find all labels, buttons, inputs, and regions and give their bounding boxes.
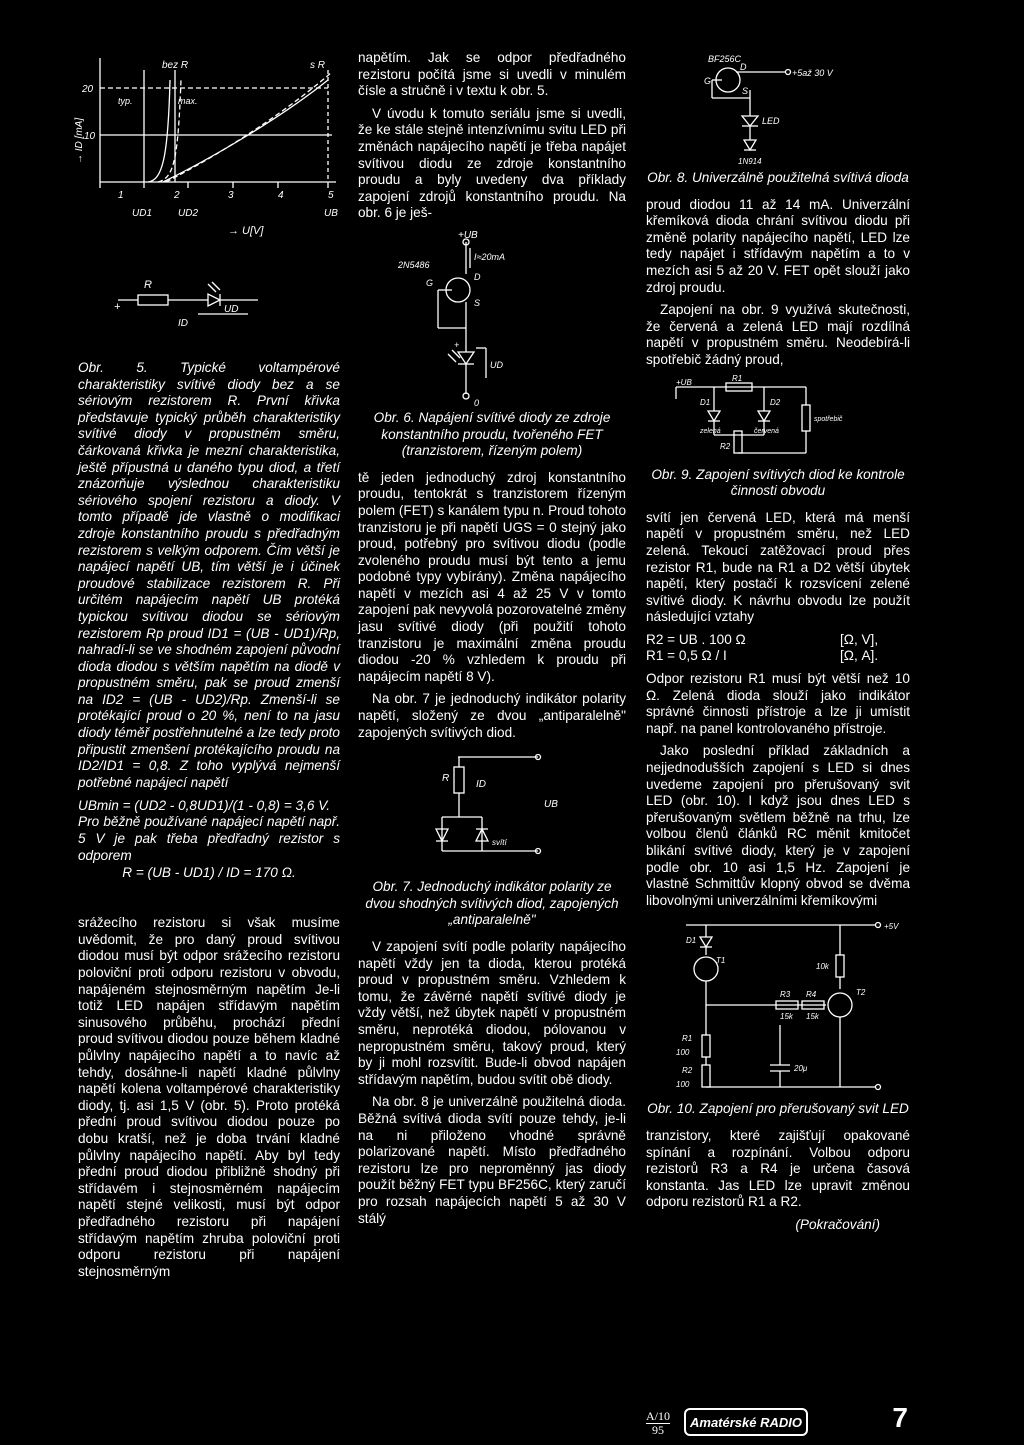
column-1: [74, 50, 340, 1286]
figure-5-caption: Obr. 5. Typické voltampérové charakteristiky svítivé diody bez a se sériovým rezistorem R. První křivka představuje typický průběh charakteristiky svítivé diody v propustném směru, čárkovaná křivka je mezní charakteristika, ještě přípustná u daného typu diod, a třetí znázorňuje výslednou charakteristiku sériového spojení rezistoru a diody. V tomto případě jde vlastně o modifikaci zdroje konstantního proudu s předřadným rezistorem s velkým odporem. Čím větší je napájecí napětí UB, tím větší je i účinek proudové stabilizace rezistorem R. Při určitém napájecím napětí UB protéká typickou svítivou diodou se sériovým rezistorem Rp proud ID1 = (UB - UD1)/Rp, nahradí-li se ve shodném zapojení původní dioda diodou s větším napětím na diodě v propustném směru, pak se proud zmenší na ID2 = (UB - UD2)/Rp. Zmenší-li se protékající proud o 20 %, není to na jasu diody téměř postřehnutelné a lze tedy proto připustit zmenšení protékajícího proudu na ID2/ID1 = 0,8. Z toho vyplývá nejmenší potřebné napájecí napětí: [78, 360, 340, 790]
formula-r: R = (UB - UD1) / ID = 170 Ω.: [122, 865, 296, 881]
figure-6-caption: Obr. 6. Napájení svítivé diody ze zdroje konstantního proudu, tvořeného FET (tranzistorem, řízeným polem): [373, 409, 611, 459]
label-ud2: UD2: [178, 208, 199, 219]
fig10-100-b: 100: [676, 1080, 690, 1090]
fig8-g: G: [704, 76, 712, 86]
column-3: [646, 50, 910, 1234]
fig9-r1: R1: [732, 373, 743, 383]
fig10-capacitor: 20μ: [794, 1064, 808, 1074]
label-ub: UB: [324, 208, 338, 219]
figure-9-caption: Obr. 9. Zapojení svítivých diod ke kontrole činnosti obvodu: [651, 466, 905, 499]
fig8-voltage: +5až 30 V: [792, 68, 833, 78]
fig10-r2: R2: [682, 1066, 693, 1076]
label-bez-r: bez R: [162, 60, 189, 71]
label-typ: typ.: [118, 96, 133, 106]
col1-paragraph: srážecího rezistoru si však musíme uvědomit, že pro daný proud svítivou diodou musí být odpor srážecího rezistoru poloviční proti odporu rezistoru v obvodu, napájeném stejnosměrným napětím Je-li totiž LED napájen střídavým napětím sinusového průběhu, prochází přední proud svítivou diodou pouze během kladné půlvlny napájecího napětí a to navíc až tehdy, dosáhne-li napětí kladné půlvlny napětí kolena voltampérové charakteristiky diody, tj. asi 1,5 V (obr. 5). Proto protéká přední proud svítivou diodou pouze po dobu kratší, než je doba trvání kladné půlvlny napájecího napětí. Aby byl tedy přední proud diodou přibližně shodný při střídavém i stejnosměrném napájecím napětí stejné velikosti, musí být odpor předřadného rezistoru při napájení střídavým napětím zhruba poloviční proti odporu rezistoru při napájení stejnosměrným: [78, 915, 340, 1279]
fig9-d2: D2: [770, 397, 781, 407]
equation-r1-units: [Ω, A].: [840, 648, 879, 664]
fig10-d1: D1: [686, 936, 697, 946]
fig9-r2: R2: [720, 441, 731, 451]
axis-label-x: → U[V]: [228, 225, 264, 237]
equation-r1-expr: R1 = 0,5 Ω / I: [646, 648, 727, 664]
col3-p3: svítí jen červená LED, která má menší napětí v propustném směru, než LED zelená. Tekoucí zatěžovací proud přes rezistor R1, bude na R1 a D2 větší úbytek napětí, který postačí k rozsvícení zelené svítivé diody. K návrhu obvodu lze použít následující vztahy: [646, 509, 910, 625]
col2-p1: napětím. Jak se odpor předřadného rezistoru počítá jsme si uvedli v minulém čísle a stručně i v textu k obr. 5.: [358, 50, 626, 99]
figure-7-circuit: [358, 747, 626, 879]
col2-p2: V úvodu k tomuto seriálu jsme si uvedli, že ke stále stejně intenzívnímu svitu LED při změnách napájecího napětí je třeba napájet svítivou diodu ze zdroje konstantního proudu a byly uvedeny dva příklady zapojení zdrojů konstantního proudu. Na obr. 6 je ješ-: [358, 105, 626, 221]
figure-10-circuit: [646, 915, 910, 1101]
label-s-r: s R: [310, 60, 325, 71]
fig6-s: S: [474, 297, 481, 308]
equation-r1: [646, 648, 910, 665]
col3-p5: Jako poslední příklad základních a nejjednodušších zapojení s LED si dnes uvedeme zapojení pro přerušovaný svit LED (obr. 10). I když jsou dnes LED s přerušovaným světlem běžně na trhu, lze volbou členů článků RC měnit kmitočet blikání svítivé diody, který je v zapojení podle obr. 10 asi 1,5 Hz. Zapojení je vlastně Schmittův klopný obvod se dvěma libovolnými univerzálními křemíkovými: [646, 743, 910, 908]
fig6-zero: 0: [474, 397, 480, 408]
fig10-10k: 10k: [816, 962, 829, 972]
page-footer: [646, 1402, 916, 1438]
label-r: R: [144, 279, 152, 291]
label-id: ID: [178, 318, 188, 329]
label-plus: +: [114, 301, 121, 313]
col3-p2: Zapojení na obr. 9 využívá skutečnosti, že červená a zelená LED mají rozdílná napětí v propustném směru. Neodebírá-li spotřebič žádný proud,: [646, 302, 910, 367]
tick-x-4: 4: [278, 190, 284, 201]
fig10-voltage: +5V: [884, 922, 899, 932]
fig7-id: ID: [476, 779, 486, 791]
col2-p6: Na obr. 8 je univerzálně použitelná dioda. Běžná svítivá dioda svítí pouze tehdy, je-li na ni přiloženo vhodné správně polarizované napětí. Místo předřadného rezistoru lze pro neproměnný jas diody použít běžný FET typu BF256C, který zaručí pro rozsah napájecích napětí 5 až 30 V stálý: [358, 1094, 626, 1226]
figure-6-circuit: [358, 228, 626, 410]
tick-x-1: 1: [118, 190, 124, 201]
fig10-t2: T2: [856, 988, 866, 998]
col2-p5: V zapojení svítí podle polarity napájecího napětí vždy jen ta dioda, kterou protéká proud v propustném směru. Vzhledem k tomu, že závěrné napětí svítivé diody je vždy větší, než úbytek napětí v propustném směru, neprotéká diodou, pólovanou v nepropustném směru, takový proud, který by ji mohl rozsvítit. Bude-li obvod napájen střídavým napětím, budou svítit obě diody.: [358, 939, 626, 1087]
fig10-r1: R1: [682, 1034, 693, 1044]
figure-8-circuit: [646, 50, 910, 170]
figure-5-circuit: [78, 270, 340, 348]
fig6-current: I≈20mA: [474, 251, 505, 262]
fig10-r4: R4: [806, 990, 817, 1000]
fig7-r: R: [442, 773, 450, 785]
fig6-transistor: 2N5486: [398, 259, 430, 270]
fig8-s: S: [742, 86, 749, 96]
figure-5-graph: [74, 50, 340, 270]
fig10-t1: T1: [716, 956, 726, 966]
label-max: max.: [178, 96, 198, 106]
fig10-r3: R3: [780, 990, 791, 1000]
fig6-d: D: [474, 271, 481, 282]
fig9-cervena: červená: [754, 427, 779, 435]
equation-r2: [646, 632, 910, 649]
tick-y-10: 10: [84, 131, 96, 142]
tick-x-3: 3: [228, 190, 234, 201]
label-ud1: UD1: [132, 208, 153, 219]
continuation-note: (Pokračování): [795, 1216, 880, 1232]
fig7-ub: UB: [544, 799, 558, 811]
figure-7-caption: Obr. 7. Jednoduchý indikátor polarity ze dvou shodných svítivých diod, zapojených „antiparalelně": [365, 879, 619, 928]
figure-5-caption-cont: Pro běžně používané napájecí napětí např. 5 V je pak třeba předřadný rezistor s odporem: [78, 814, 340, 863]
page-number: 7: [892, 1402, 908, 1433]
issue-number: A/10 95: [646, 1409, 670, 1437]
fig6-ud: UD: [490, 359, 503, 370]
fig6-plus: +: [454, 339, 460, 350]
tick-x-2: 2: [174, 190, 180, 201]
col3-p4: Odpor rezistoru R1 musí být větší než 10 Ω. Zelená dioda slouží jako indikátor správné činnosti přístroje a lze ji umístit např. na panel kontrolovaného přístroje.: [646, 671, 910, 736]
formula-ubmin: UBmin = (UD2 - 0,8UD1)/(1 - 0,8) = 3,6 V.: [78, 798, 331, 814]
fig9-spotrebic: spotřebič: [814, 415, 843, 423]
tick-y-20: 20: [82, 84, 94, 95]
fig6-g: G: [426, 277, 434, 288]
fig10-15k-a: 15k: [780, 1012, 793, 1022]
col3-p1: proud diodou 11 až 14 mA. Univerzální křemíková dioda chrání svítivou diodu při změně polarity napájecího napětí, LED lze tedy napájet i střídavým napětím a to v mezích asi 5 až 20 V. FET opět slouží jako zdroj proudu.: [646, 196, 910, 295]
fig6-ub: +UB: [458, 229, 478, 241]
column-2: [358, 50, 626, 1233]
figure-10-caption: Obr. 10. Zapojení pro přerušovaný svit LED: [647, 1101, 909, 1117]
tick-x-5: 5: [328, 190, 334, 201]
magazine-logo: Amatérské RADIO: [684, 1408, 808, 1436]
equation-r2-expr: R2 = UB . 100 Ω: [646, 631, 746, 647]
fig8-d: D: [740, 62, 747, 72]
axis-label-y: → ID [mA]: [74, 117, 85, 164]
fig7-sviti: svítí: [492, 838, 507, 848]
fig8-led: LED: [762, 116, 780, 126]
figure-9-circuit: [646, 375, 910, 467]
fig8-diode: 1N914: [738, 157, 762, 166]
fig10-100-a: 100: [676, 1048, 690, 1058]
col3-p6: tranzistory, které zajišťují opakované spínání a rozpínání. Volbou odporu rezistorů R3 a R4 je určena časová konstanta. Jas LED lze upravit změnou odporu rezistorů R1 a R2.: [646, 1127, 910, 1210]
figure-8-caption: Obr. 8. Univerzálně použitelná svítivá dioda: [647, 170, 909, 185]
fig10-15k-b: 15k: [806, 1012, 819, 1022]
fig9-d1: D1: [700, 397, 711, 407]
fig9-zelena: zelená: [700, 427, 721, 435]
fig8-transistor: BF256C: [708, 54, 742, 64]
label-ud: UD: [224, 304, 239, 315]
col2-p3: tě jeden jednoduchý zdroj konstantního proudu, tentokrát s tranzistorem řízeným polem (FET) s kanálem typu n. Proud tohoto tranzistoru je při napětí UGS = 0 stejný jako proud, potřebný pro svítivou diodu (podle zvoleného proudu musí být tento a jemu podobné typy vybírány). Změna napájecího napětí v mezích asi 4 až 25 V v tomto zapojení pak nevyvolá pozorovatelné změny jasu svítivé diody (při použití tohoto tranzistoru je maximální změna proudu diodou -20 % vzhledem k proudu při napájecím napětí 8 V).: [358, 469, 626, 684]
equation-r2-units: [Ω, V],: [840, 631, 879, 647]
col2-p4: Na obr. 7 je jednoduchý indikátor polarity napětí, složený ze dvou „antiparalelně" zapojených svítivých diod.: [358, 691, 626, 740]
fig9-ub: +UB: [676, 377, 692, 387]
